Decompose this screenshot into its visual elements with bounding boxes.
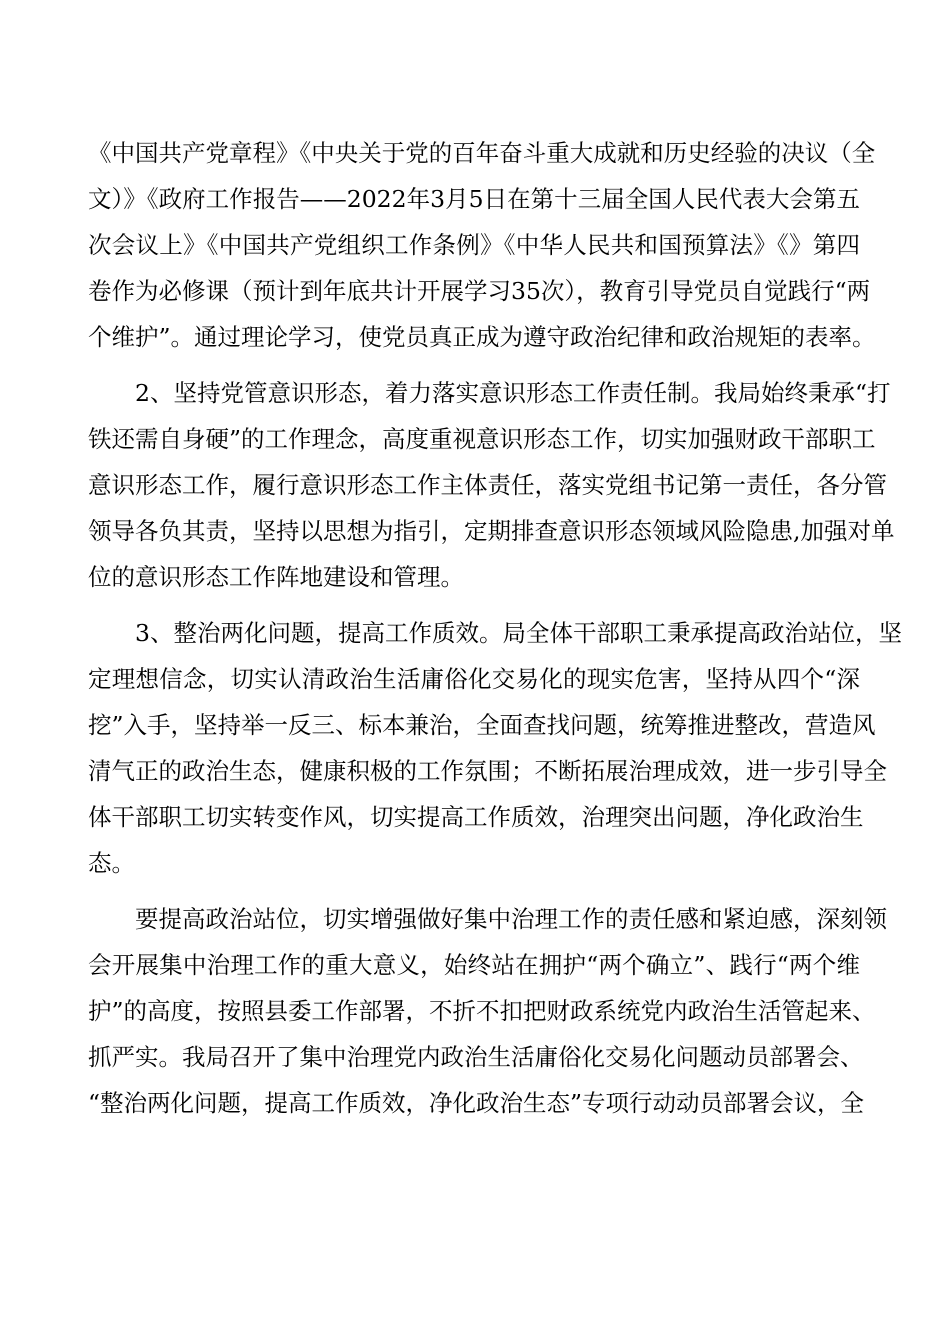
text-line: 护”的高度，按照县委工作部署，不折不扣把财政系统党内政治生活管起来、 bbox=[88, 997, 876, 1025]
document-body bbox=[88, 130, 902, 1126]
paragraph-political-standing bbox=[88, 896, 887, 1126]
text-line: 领导各负其责，坚持以思想为指引，定期排查意识形态领域风险隐患,加强对单 bbox=[88, 517, 895, 545]
text-line: 卷作为必修课（预计到年底共计开展学习35次），教育引导党员自觉践行“两 bbox=[88, 277, 871, 305]
text-line: 定理想信念，切实认清政治生活庸俗化交易化的现实危害，坚持从四个“深 bbox=[88, 665, 860, 693]
text-line: 次会议上》《中国共产党组织工作条例》《中华人民共和国预算法》《》第四 bbox=[88, 231, 860, 259]
text-line: 2、坚持党管意识形态，着力落实意识形态工作责任制。我局始终秉承“打 bbox=[135, 379, 891, 407]
text-line: 《中国共产党章程》《中央关于党的百年奋斗重大成就和历史经验的决议（全 bbox=[88, 139, 876, 167]
text-line: 体干部职工切实转变作风，切实提高工作质效，治理突出问题，净化政治生 bbox=[88, 803, 864, 831]
text-line: 意识形态工作，履行意识形态工作主体责任，落实党组书记第一责任，各分管 bbox=[88, 471, 887, 499]
text-line: 清气正的政治生态，健康积极的工作氛围；不断拓展治理成效，进一步引导全 bbox=[88, 757, 887, 785]
text-line: 铁还需自身硬”的工作理念，高度重视意识形态工作，切实加强财政干部职工 bbox=[88, 425, 876, 453]
text-line: 要提高政治站位，切实增强做好集中治理工作的责任感和紧迫感，深刻领 bbox=[135, 905, 887, 933]
text-line: 个维护”。通过理论学习，使党员真正成为遵守政治纪律和政治规矩的表率。 bbox=[88, 323, 876, 351]
text-line: 会开展集中治理工作的重大意义，始终站在拥护“两个确立”、践行“两个维 bbox=[88, 951, 860, 979]
text-line: 态。 bbox=[88, 849, 135, 877]
text-line: 挖”入手，坚持举一反三、标本兼治，全面查找问题，统筹推进整改，营造风 bbox=[88, 711, 876, 739]
paragraph-rectification bbox=[88, 610, 902, 886]
paragraph-ideology bbox=[88, 370, 895, 600]
text-line: 文）》《政府工作报告——2022年3月5日在第十三届全国人民代表大会第五 bbox=[88, 185, 860, 213]
text-line: 3、整治两化问题，提高工作质效。局全体干部职工秉承提高政治站位，坚 bbox=[135, 619, 902, 647]
paragraph-study-list bbox=[88, 130, 876, 360]
text-line: 位的意识形态工作阵地建设和管理。 bbox=[88, 563, 464, 591]
text-line: “整治两化问题，提高工作质效，净化政治生态”专项行动动员部署会议，全 bbox=[88, 1089, 865, 1117]
text-line: 抓严实。我局召开了集中治理党内政治生活庸俗化交易化问题动员部署会、 bbox=[88, 1043, 864, 1071]
